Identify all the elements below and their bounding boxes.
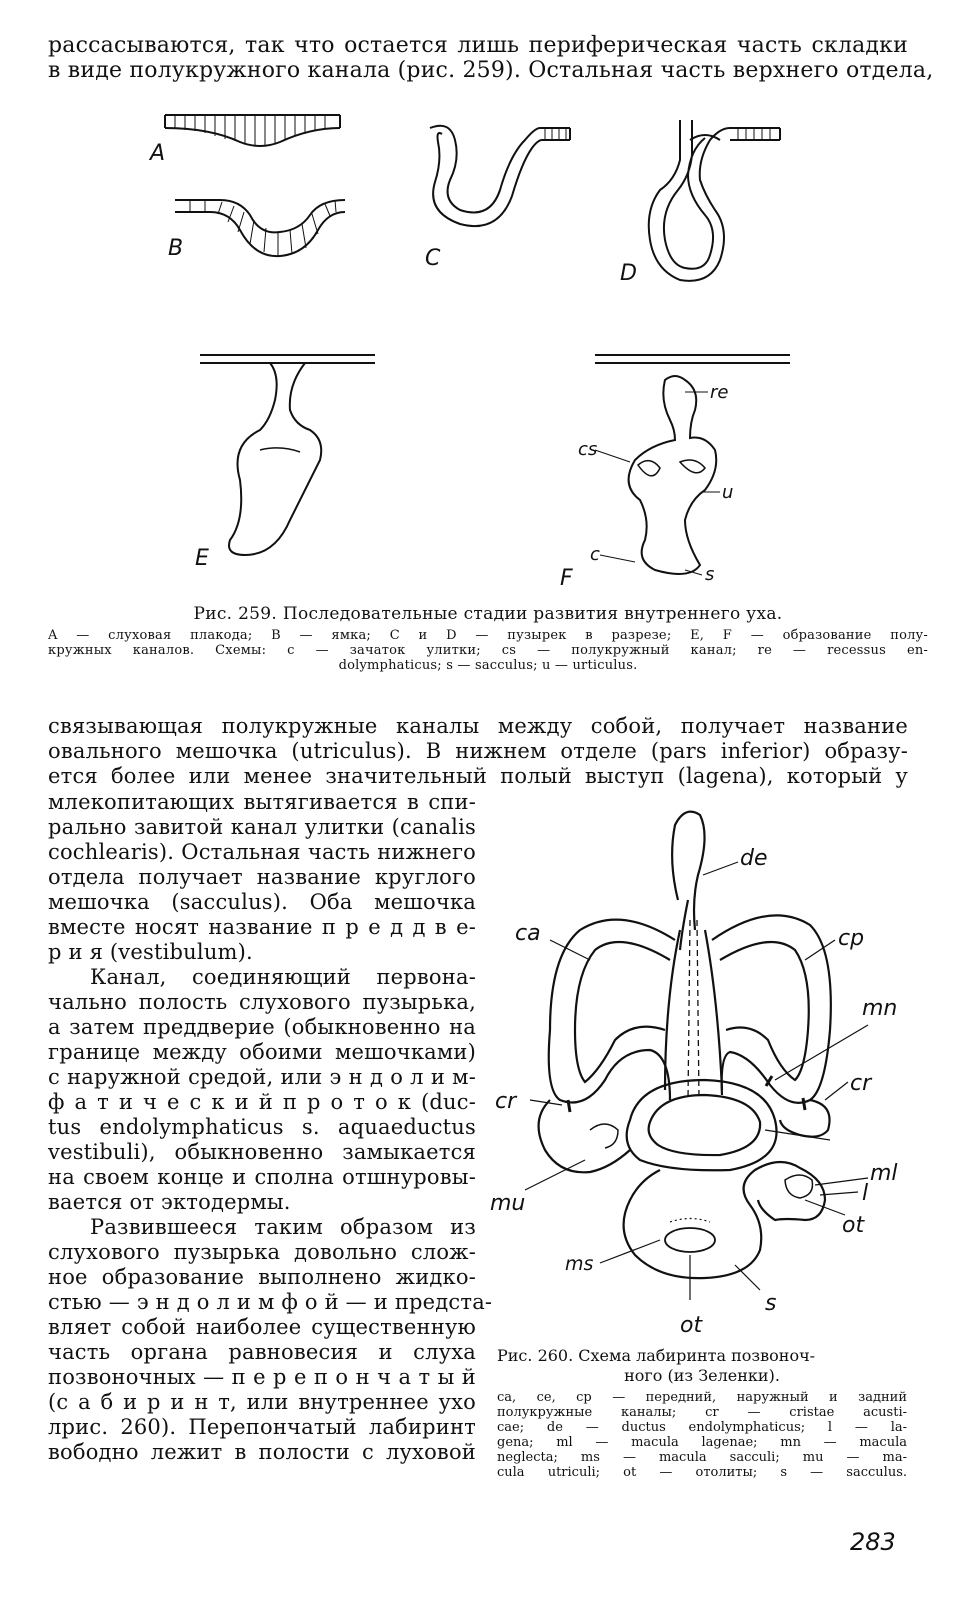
text-line: на своем конце и сполна отшнуровы- <box>48 1165 476 1189</box>
text-line: позвоночных — п е р е п о н ч а т ы й <box>48 1365 476 1389</box>
label-ot-bottom: ot <box>680 1313 703 1338</box>
text-line: границе между обоими мешочками) <box>48 1040 476 1064</box>
text-line: лрис. 260). Перепончатый лабиринт <box>48 1415 476 1439</box>
stage-b-pit <box>175 200 345 256</box>
text-line: мешочка (sacculus). Оба мешочка <box>48 890 476 914</box>
text-line: млекопитающих вытягивается в спи- <box>48 790 476 814</box>
caption-line: neglecta; ms — macula sacculi; mu — ma- <box>497 1450 907 1465</box>
figure-260-drawing <box>490 800 920 1340</box>
endolymphatic-duct <box>672 812 704 930</box>
label-re: re <box>710 382 729 403</box>
label-ca: ca <box>515 921 541 946</box>
text-line: слухового пузырька довольно слож- <box>48 1240 476 1264</box>
caption-line: gena; ml — macula lagenae; mn — macula <box>497 1435 907 1450</box>
text-line: вместе носят название п р е д д в е- <box>48 915 476 939</box>
stage-a-placode <box>165 115 340 146</box>
wide-paragraph <box>48 714 908 789</box>
text-line: ется более или менее значительный полый выступ (lagena), который у <box>48 764 908 788</box>
figure-259-title: Рис. 259. Последовательные стадии развития внутреннего уха. <box>193 604 783 624</box>
text-line: рассасываются, так что остается лишь периферическая часть складки <box>48 33 908 58</box>
text-line: ф а т и ч е с к и й п р о т о к (duc- <box>48 1090 476 1114</box>
label-c-small: c <box>590 544 600 565</box>
caption-line: ca, ce, cp — передний, наружный и задний <box>497 1390 907 1405</box>
caption-line: cae; de — ductus endolymphaticus; l — la- <box>497 1420 907 1435</box>
text-line: tus endolymphaticus s. aquaeductus <box>48 1115 476 1139</box>
label-b: B <box>168 236 184 261</box>
text-line: чально полость слухового пузырька, <box>48 990 476 1014</box>
label-ml: ml <box>870 1161 898 1186</box>
text-line: часть органа равновесия и слуха <box>48 1340 476 1364</box>
figure-259-caption <box>48 628 928 673</box>
caption-line: cula utriculi; ot — отолиты; s — sacculus. <box>497 1465 907 1480</box>
figure-260-caption <box>497 1390 907 1480</box>
text-line: р и я (vestibulum). <box>48 940 253 964</box>
label-cr-left: cr <box>495 1089 517 1114</box>
text-line: (с а б и р и н т, или внутреннее ухо <box>48 1390 476 1414</box>
caption-line: dolymphaticus; s — sacculus; u — urticulus. <box>338 658 638 673</box>
saccule <box>624 1162 825 1278</box>
text-line: стью — э н д о л и м ф о й — и предста- <box>48 1290 493 1314</box>
text-line: ное образование выполнено жидко- <box>48 1265 476 1289</box>
stage-c-vesicle <box>430 126 570 226</box>
text-line: в виде полукружного канала (рис. 259). Остальная часть верхнего отдела, <box>48 58 934 83</box>
label-ot-right: ot <box>842 1213 865 1238</box>
label-ms: ms <box>565 1253 594 1275</box>
label-s: s <box>705 564 715 585</box>
label-c: C <box>425 246 441 271</box>
label-cs: cs <box>578 439 598 460</box>
figure-260-title <box>497 1346 907 1386</box>
anterior-canal <box>549 920 675 1103</box>
figure-259-drawing <box>130 100 920 600</box>
text-line: с наружной средой, или э н д о л и м- <box>48 1065 476 1089</box>
posterior-canal <box>712 915 831 1102</box>
label-de: de <box>740 846 768 871</box>
text-line: vestibuli), обыкновенно замыкается <box>48 1140 476 1164</box>
text-line: а затем преддверие (обыкновенно на <box>48 1015 476 1039</box>
text-line: вается от эктодермы. <box>48 1190 291 1214</box>
text-line: Развившееся таким образом из <box>90 1215 476 1239</box>
left-column-text <box>48 790 493 1465</box>
label-cp: cp <box>838 926 865 951</box>
label-mn: mn <box>862 996 898 1021</box>
label-f: F <box>560 566 573 591</box>
text-line: вободно лежит в полости с луховой <box>48 1440 476 1464</box>
label-d: D <box>620 261 637 286</box>
text-line: связывающая полукружные каналы между собой, получает название <box>48 714 908 738</box>
page-number: 283 <box>850 1528 896 1556</box>
text-line: отдела получает название круглого <box>48 865 476 889</box>
caption-line: ного (из Зеленки). <box>624 1366 780 1385</box>
text-line: рально завитой канал улитки (canalis <box>48 815 476 839</box>
text-line: Канал, соединяющий первона- <box>90 965 476 989</box>
text-line: вляет собой наиболее существенную <box>48 1315 476 1339</box>
label-cr-right: cr <box>850 1071 872 1096</box>
text-line: cochlearis). Остальная часть нижнего <box>48 840 476 864</box>
caption-line: Рис. 260. Схема лабиринта позвоноч- <box>497 1346 816 1365</box>
label-mu: mu <box>490 1191 526 1216</box>
text-line: овального мешочка (utriculus). В нижнем отделе (pars inferior) образу- <box>48 739 908 763</box>
caption-line: полукружные каналы; cr — cristae acusti- <box>497 1405 907 1420</box>
label-a: A <box>150 141 166 166</box>
stage-f-vesicle <box>595 355 790 574</box>
caption-line: A — слуховая плакода; B — ямка; C и D — пузырек в разрезе; E, F — образование полу- <box>48 628 928 643</box>
label-u: u <box>722 482 734 503</box>
label-s-sacculus: s <box>765 1291 777 1316</box>
label-e: E <box>195 546 209 571</box>
caption-line: кружных каналов. Схемы: c — зачаток улитки; cs — полукружный канал; re — recessus en- <box>48 643 928 658</box>
top-paragraph <box>48 33 934 83</box>
stage-e-vesicle <box>200 355 375 555</box>
stage-d-vesicle <box>649 120 780 281</box>
label-l: l <box>862 1181 869 1206</box>
